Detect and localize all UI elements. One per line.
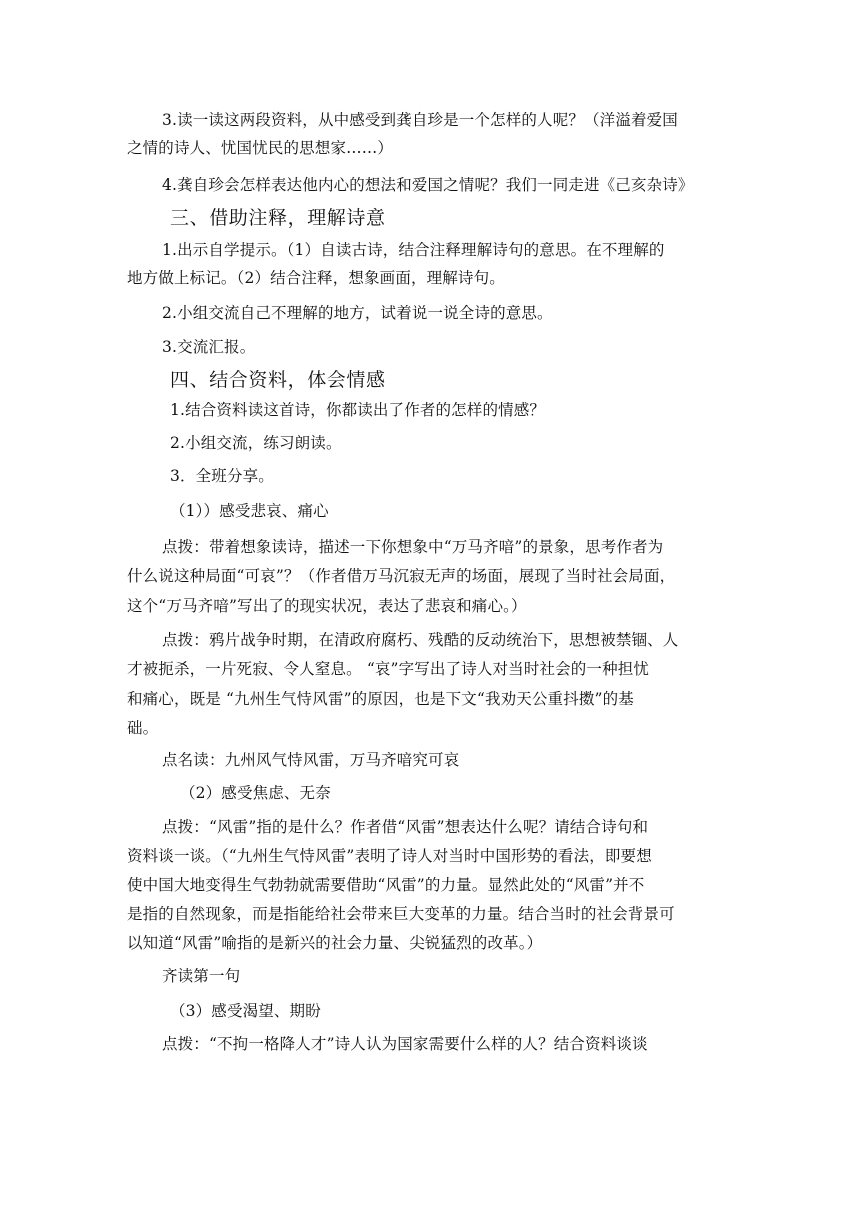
paragraph-line: 3.交流汇报。 [162,338,256,356]
paragraph-line: 什么说这种局面“可哀”？（作者借万马沉寂无声的场面，展现了当时社会局面， [127,567,676,585]
paragraph-line: 齐读第一句 [162,967,241,985]
paragraph-line: 才被扼杀，一片死寂、令人窒息。 “哀”字写出了诗人对当时社会的一种担忧 [127,660,650,678]
paragraph-line: 之情的诗人、忧国忧民的思想家……） [127,139,394,157]
paragraph-line: 点名读：九州风气恃风雷，万马齐喑究可哀 [162,751,460,769]
section-heading: 三、借助注释，理解诗意 [170,207,386,229]
paragraph-line: 2.小组交流自己不理解的地方，试着说一说全诗的意思。 [162,304,553,322]
paragraph-line: 点拨：“风雷”指的是什么？作者借“风雷”想表达什么呢？请结合诗句和 [162,818,649,836]
paragraph-line: 4.龚自珍会怎样表达他内心的想法和爱国之情呢？我们一同走进《己亥杂诗》 [162,176,694,194]
paragraph-line: 这个“万马齐喑”写出了的现实状况，表达了悲哀和痛心。） [127,597,527,615]
paragraph-line: 2.小组交流，练习朗读。 [170,434,342,452]
paragraph-line: 和痛心，既是 “九州生气恃风雷”的原因，也是下文“我劝天公重抖擞”的基 [127,690,634,708]
subheading-line: （2）感受焦虑、无奈 [180,784,331,802]
paragraph-line: 1.出示自学提示。（1）自读古诗，结合注释理解诗句的意思。在不理解的 [162,241,665,259]
paragraph-line: 是指的自然现象，而是指能给社会带来巨大变革的力量。结合当时的社会背景可 [127,905,675,923]
paragraph-line: 资料谈一谈。（“九州生气恃风雷”表明了诗人对当时中国形势的看法，即要想 [127,847,652,865]
subheading-line: （3）感受渴望、期盼 [170,1002,321,1020]
paragraph-line: 点拨：带着想象读诗，描述一下你想象中“万马齐喑”的景象，思考作者为 [162,538,664,556]
paragraph-line: 1.结合资料读这首诗，你都读出了作者的怎样的情感？ [170,401,546,419]
paragraph-line: 点拨：“不拘一格降人才”诗人认为国家需要什么样的人？结合资料谈谈 [162,1035,648,1053]
paragraph-line: 3．全班分享。 [170,467,274,485]
subheading-line: （1））感受悲哀、痛心 [170,502,329,520]
section-heading: 四、结合资料，体会情感 [170,369,386,391]
paragraph-line: 3.读一读这两段资料，从中感受到龚自珍是一个怎样的人呢？（洋溢着爱国 [162,111,678,129]
paragraph-line: 点拨：鸦片战争时期，在清政府腐朽、残酷的反动统治下，思想被禁锢、人 [162,631,679,649]
paragraph-line: 础。 [127,719,159,737]
paragraph-line: 使中国大地变得生气勃勃就需要借助“风雷”的力量。显然此处的“风雷”并不 [127,876,645,894]
paragraph-line: 以知道“风雷”喻指的是新兴的社会力量、尖锐猛烈的改革。） [127,934,543,952]
paragraph-line: 地方做上标记。（2）结合注释，想象画面，理解诗句。 [127,269,505,287]
